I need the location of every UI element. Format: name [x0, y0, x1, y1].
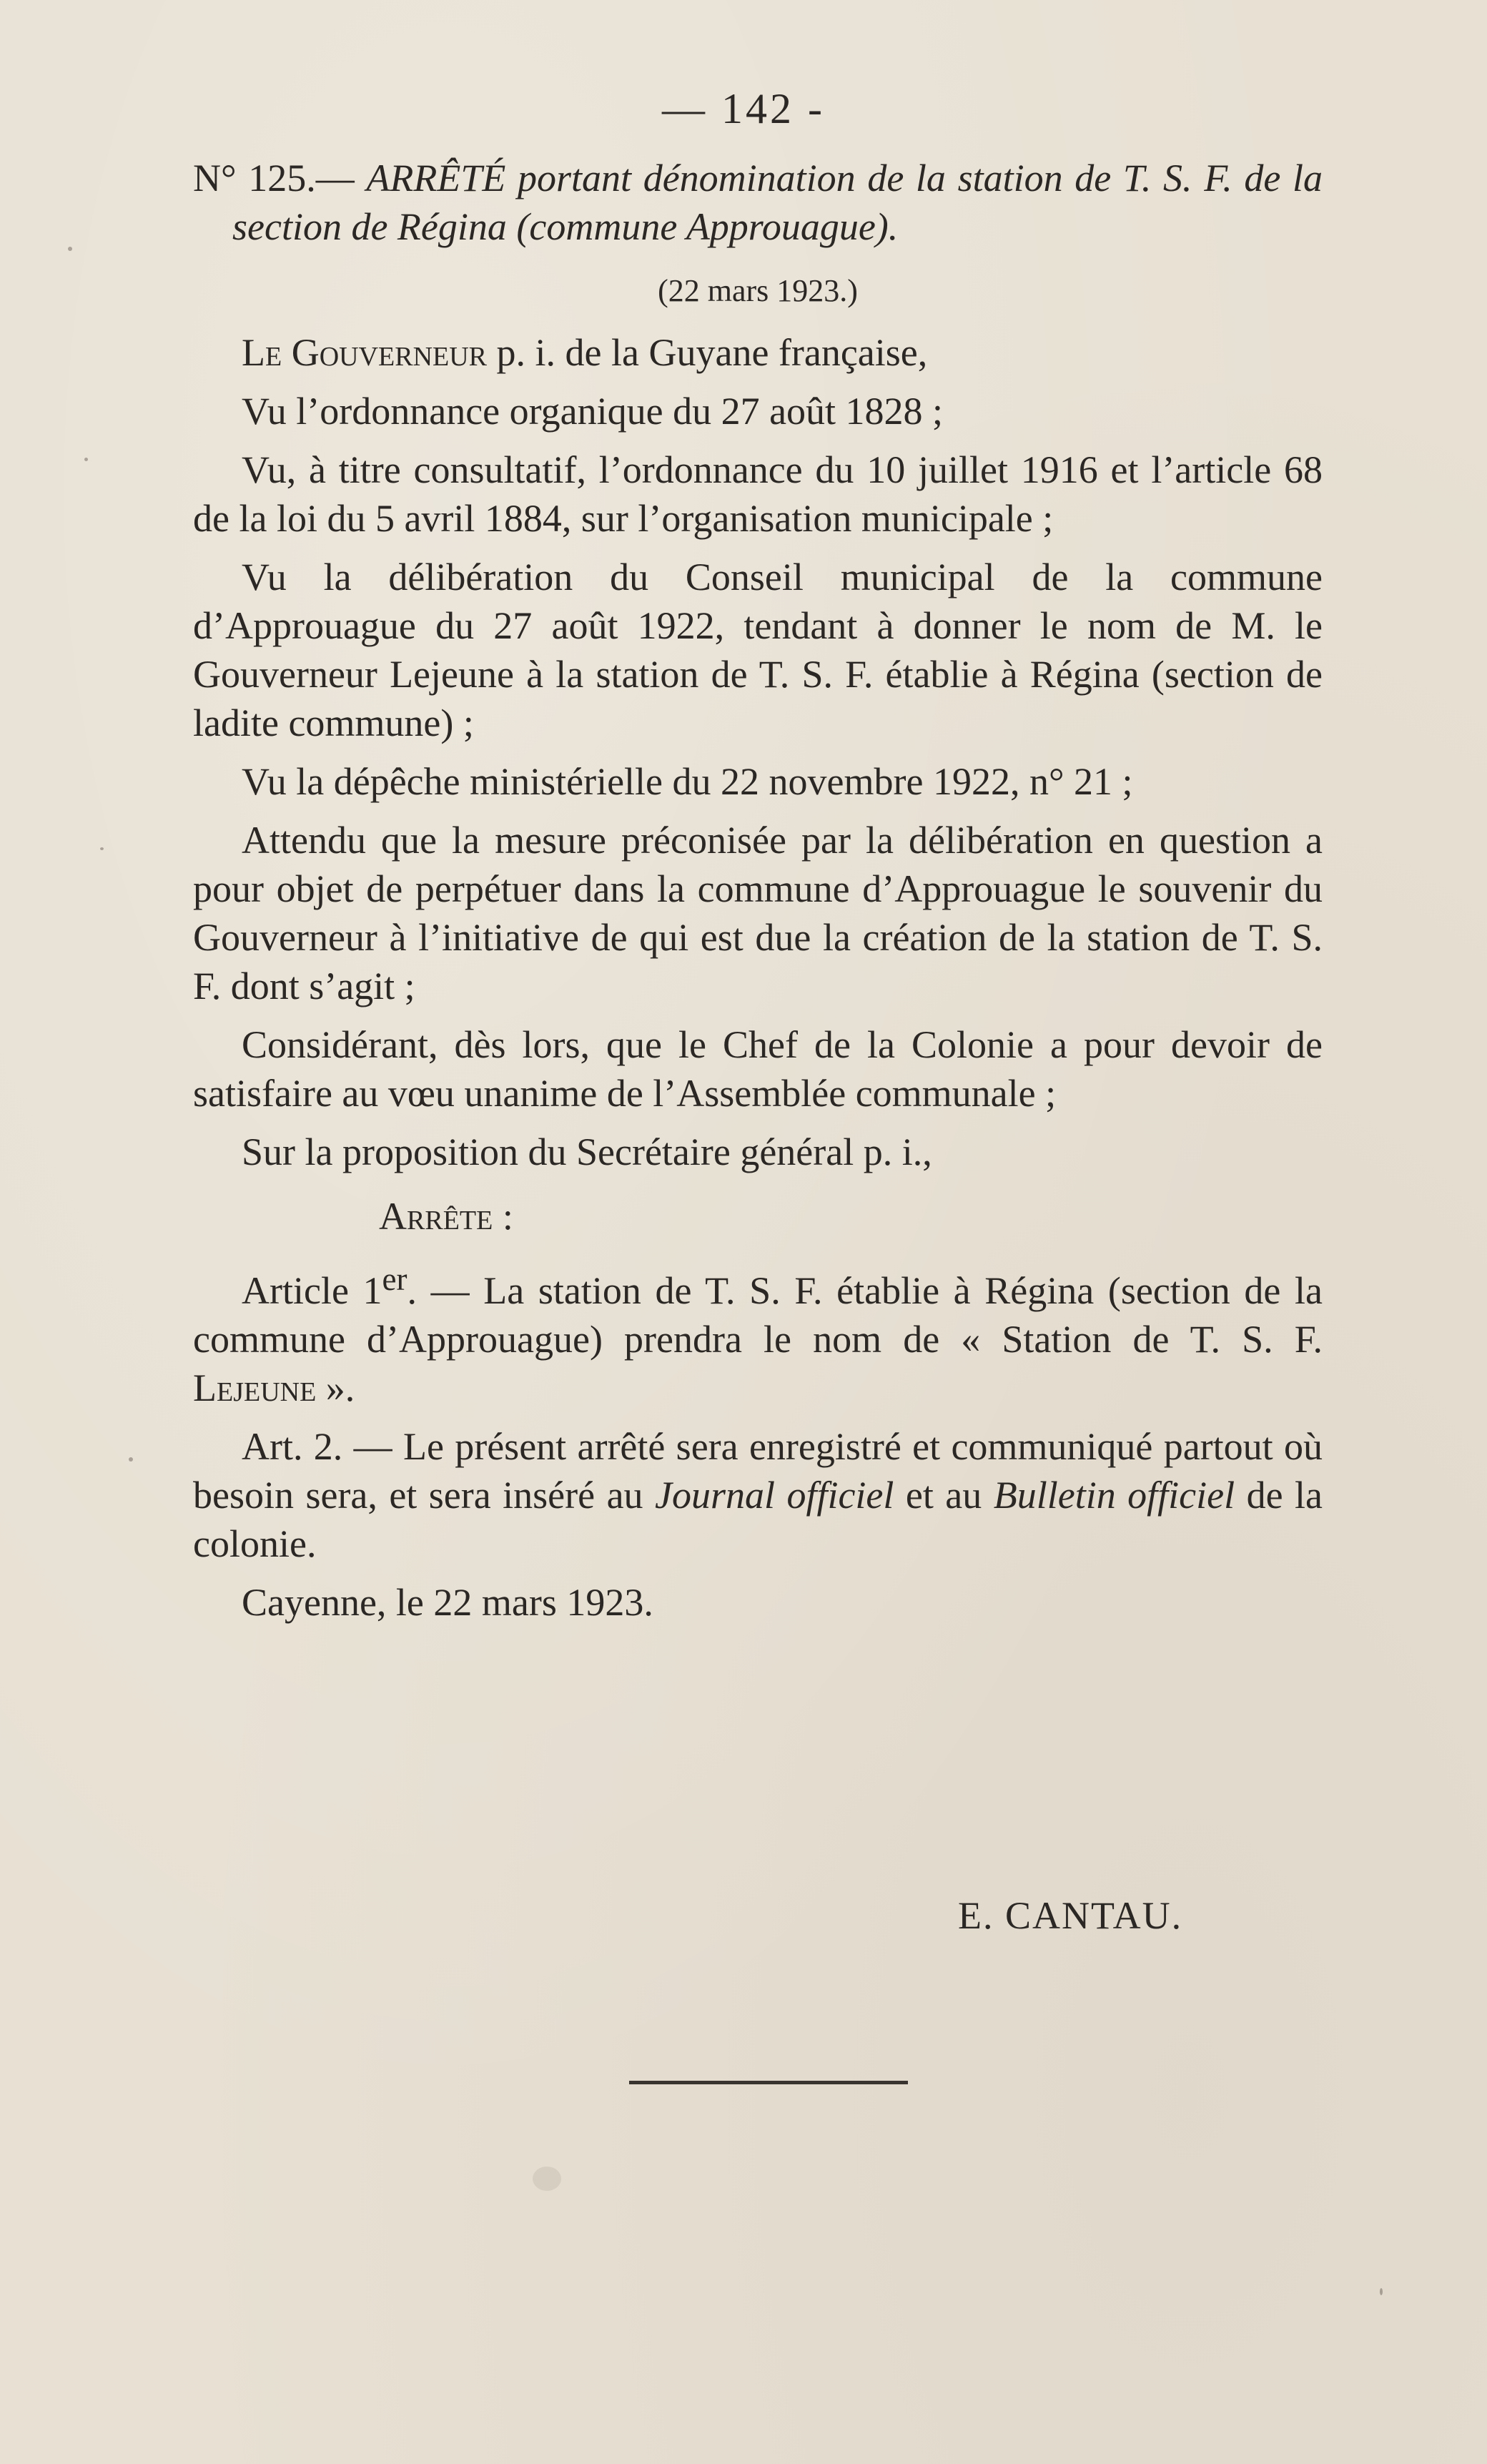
- decree-heading: [193, 154, 1323, 251]
- article-2-middle: et au: [894, 1474, 994, 1517]
- article-2-after: de la colonie.: [193, 1474, 1323, 1565]
- governor-rest: p. i. de la Guyane française,: [487, 331, 928, 374]
- closing-line: Cayenne, le 22 mars 1923.: [242, 1581, 653, 1624]
- print-speck: [533, 2167, 561, 2191]
- article-1-text: . — La station de T. S. F. établie à Régina (section de la commune d’Approuague) prendra le nom de « Station de T. S. F.: [193, 1269, 1323, 1361]
- governor-title: Le Gouverneur: [242, 331, 488, 374]
- considerant-paragraph: Sur la proposition du Secrétaire général p. i.,: [242, 1130, 932, 1173]
- considerant-paragraph: Vu, à titre consultatif, l’ordonnance du 10 juillet 1916 et l’article 68 de la loi du 5 avril 1884, sur l’organisation municipale ;: [193, 448, 1323, 540]
- signature: E. CANTAU.: [958, 1894, 1183, 1937]
- decree-date: (22 mars 1923.): [658, 273, 858, 308]
- article-1-prefix: Article 1: [242, 1269, 382, 1312]
- article-1-name: Lejeune: [193, 1366, 317, 1409]
- considerant-paragraph: Vu l’ordonnance organique du 27 août 1828 ;: [242, 390, 944, 433]
- bulletin-officiel: Bulletin officiel: [993, 1474, 1235, 1517]
- article-2: [193, 1422, 1323, 1568]
- considerant-paragraph: Attendu que la mesure préconisée par la délibération en question a pour objet de perpétuer dans la commune d’Approuague le souvenir du Gouverneur à l’initiative de qui est due la création de la station de T. S. F. dont s’agit ;: [193, 819, 1323, 1007]
- print-speck: [68, 247, 72, 251]
- article-2-before: Art. 2. — Le présent arrêté sera enregistré et communiqué partout où besoin sera, et sera inséré au: [193, 1425, 1323, 1517]
- article-1-sup: er: [382, 1261, 407, 1297]
- article-1: [193, 1255, 1323, 1412]
- document-body: [193, 154, 1323, 1627]
- article-1-end: ».: [316, 1366, 355, 1409]
- print-speck: [1380, 2288, 1383, 2295]
- journal-officiel: Journal officiel: [655, 1474, 894, 1517]
- considerant-paragraph: Vu la dépêche ministérielle du 22 novembre 1922, n° 21 ;: [242, 760, 1133, 803]
- print-speck: [129, 1457, 133, 1462]
- arrete-label: Arrête :: [379, 1195, 513, 1238]
- considerant-paragraph: Considérant, dès lors, que le Chef de la Colonie a pour devoir de satisfaire au vœu unanime de l’Assemblée communale ;: [193, 1023, 1323, 1115]
- decree-title: ARRÊTÉ portant dénomination de la station de T. S. F. de la section de Régina (commune Approuague).: [232, 157, 1323, 248]
- page-number: — 142 -: [662, 85, 825, 132]
- print-speck: [100, 847, 104, 850]
- print-speck: [84, 458, 88, 461]
- decree-number: N° 125.—: [193, 157, 355, 199]
- governor-line: [193, 328, 1323, 377]
- considerant-paragraph: Vu la délibération du Conseil municipal de la commune d’Approuague du 27 août 1922, tendant à donner le nom de M. le Gouverneur Lejeune à la station de T. S. F. établie à Régina (section de ladite commune) ;: [193, 556, 1323, 744]
- closing-rule: [629, 2081, 908, 2084]
